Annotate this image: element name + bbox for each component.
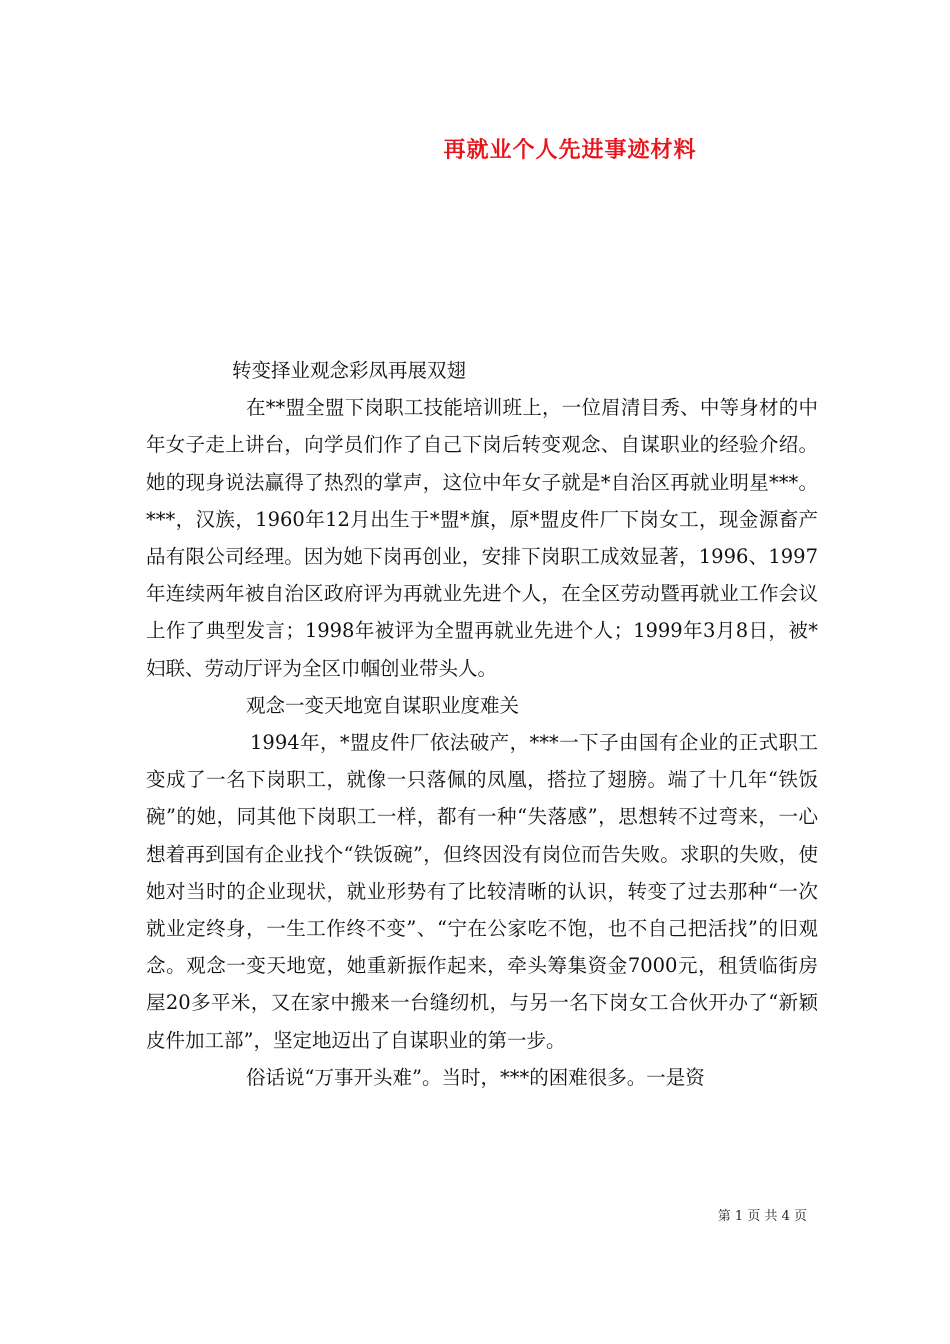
document-body — [146, 352, 818, 1096]
section-heading: 观念一变天地宽自谋职业度难关 — [246, 693, 520, 717]
body-paragraph: 俗话说“万事开头难”。当时，***的困难很多。一是资 — [246, 1065, 705, 1089]
page-number: 第 1 页 共 4 页 — [717, 1209, 807, 1224]
section-heading: 转变择业观念彩凤再展双翅 — [232, 359, 467, 382]
body-paragraph: 在**盟全盟下岗职工技能培训班上，一位眉清目秀、中等身材的中年女子走上讲台，向学员们作了自己下岗后转变观念、自谋职业的经验介绍。她的现身说法赢得了热烈的掌声，这位中年女子就是*自治区再就业明星***。***，汉族，1960年12月出生于*盟*旗，原*盟皮件厂下岗女工，现金源畜产品有限公司经理。因为她下岗再创业，安排下岗职工成效显著，1996、1997年连续两年被自治区政府评为再就业先进个人，在全区劳动暨再就业工作会议上作了典型发言；1998年被评为全盟再就业先进个人；1999年3月8日，被*妇联、劳动厅评为全区巾帼创业带头人。 — [146, 396, 818, 680]
body-paragraph: 1994年，*盟皮件厂依法破产，***一下子由国有企业的正式职工变成了一名下岗职工，就像一只落佩的凤凰，搭拉了翅膀。端了十几年“铁饭碗”的她，同其他下岗职工一样，都有一种“失落感”，思想转不过弯来，一心想着再到国有企业找个“铁饭碗”，但终因没有岗位而告失败。求职的失败，使她对当时的企业现状，就业形势有了比较清晰的认识，转变了过去那种“一次就业定终身，一生工作终不变”、“宁在公家吃不饱，也不自己把活找”的旧观念。观念一变天地宽，她重新振作起来，牵头筹集资金7000元，租赁临街房屋20多平米，又在家中搬来一台缝纫机，与另一名下岗女工合伙开办了“新颖皮件加工部”，坚定地迈出了自谋职业的第一步。 — [146, 731, 818, 1052]
document-title: 再就业个人先进事迹材料 — [443, 137, 697, 163]
